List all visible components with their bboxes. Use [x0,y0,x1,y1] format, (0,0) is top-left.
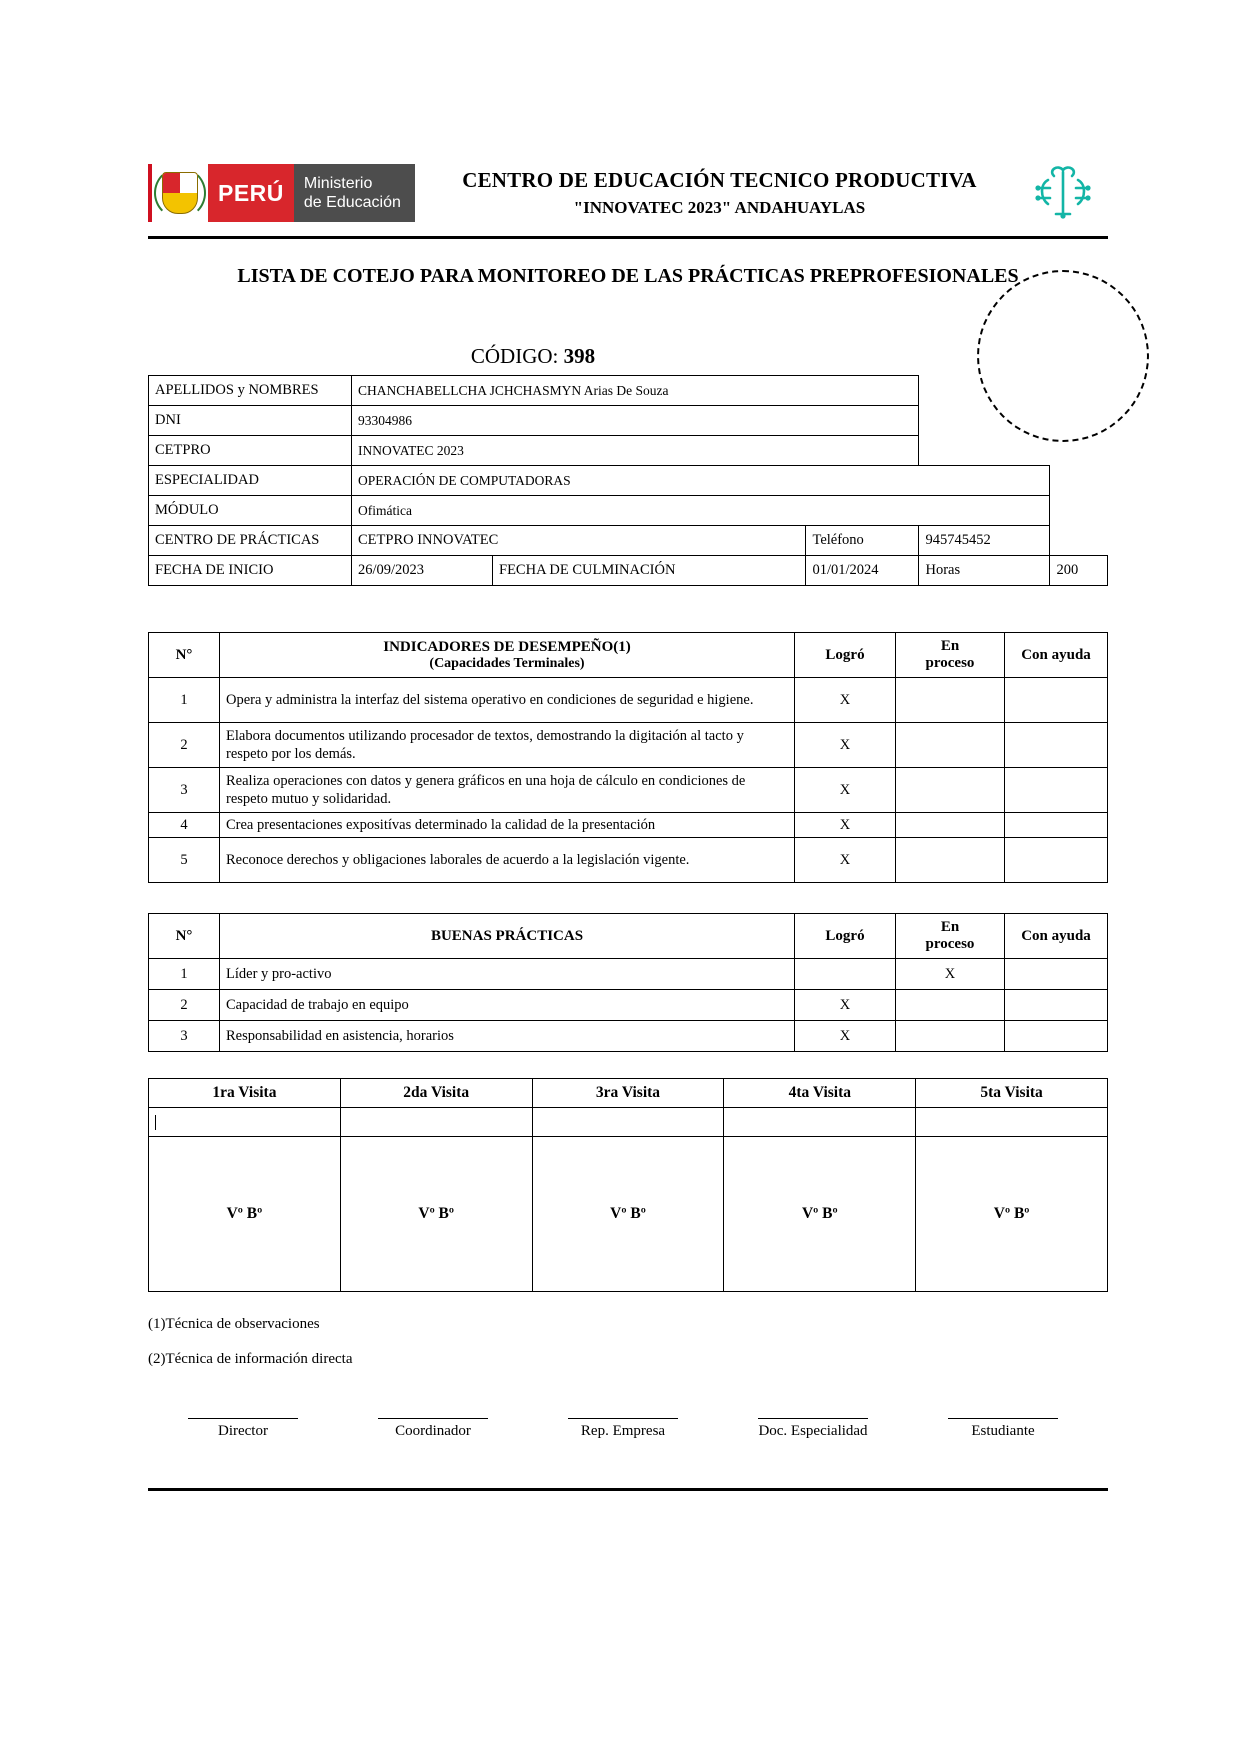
row-description: Realiza operaciones con datos y genera gráficos en una hoja de cálculo en condiciones de respeto mutuo y solidaridad. [220,768,795,813]
visita-note-cell-1[interactable] [149,1108,341,1137]
horas-cell [919,556,1050,586]
fecha-inicio-label: FECHA DE INICIO [149,556,352,586]
table-row [149,959,1108,990]
visita-note-cell-4[interactable] [724,1108,916,1137]
visita-vb-cell-1[interactable]: Vº Bº [149,1137,341,1292]
cetpro-label: CETPRO [149,436,352,466]
institution-titles [415,168,1018,218]
table-row [149,376,1108,406]
apellidos-value: CHANCHABELLCHA JCHCHASMYN Arias De Souza [352,376,919,406]
row-description: Elabora documentos utilizando procesador de textos, demostrando la digitación al tacto y respeto por los demás. [220,723,795,768]
photo-placeholder [977,270,1149,442]
dni-label: DNI [149,406,352,436]
col-indicadores-header [220,633,795,678]
apellidos-label: APELLIDOS y NOMBRES [149,376,352,406]
visitas-table [148,1078,1108,1292]
row-logro-mark[interactable]: X [795,768,896,813]
table-header-row [149,1079,1108,1108]
signature-line [568,1418,678,1419]
table-header-row [149,914,1108,959]
cetpro-value: INNOVATEC 2023 [352,436,919,466]
row-number: 3 [149,1021,220,1052]
signature-line [758,1418,868,1419]
ministry-label-line1: Ministerio [303,175,373,192]
visita-header-5: 5ta Visita [916,1079,1108,1108]
modulo-label: MÓDULO [149,496,352,526]
table-row [149,1108,1108,1137]
row-en-proceso-mark[interactable] [896,723,1005,768]
signature-line [188,1418,298,1419]
row-number: 3 [149,768,220,813]
telefono-label: Teléfono [806,526,919,556]
buenas-practicas-table [148,913,1108,1052]
innovatec-logo-icon [1018,162,1108,224]
row-en-proceso-mark[interactable] [896,1021,1005,1052]
row-en-proceso-mark[interactable] [896,838,1005,883]
col-logro-header: Logró [795,633,896,678]
row-description: Crea presentaciones expositívas determinado la calidad de la presentación [220,813,795,838]
table-row [149,526,1108,556]
visita-vb-cell-2[interactable]: Vº Bº [340,1137,532,1292]
visita-vb-cell-4[interactable]: Vº Bº [724,1137,916,1292]
visita-header-3: 3ra Visita [532,1079,724,1108]
col-num-header: N° [149,914,220,959]
header-divider [148,236,1108,239]
visita-note-cell-5[interactable] [916,1108,1108,1137]
row-con-ayuda-mark[interactable] [1005,990,1108,1021]
footnote-1: (1)Técnica de observaciones [148,1316,320,1332]
modulo-value: Ofimática [352,496,1050,526]
footnotes [148,1316,1108,1368]
row-number: 2 [149,990,220,1021]
table-row [149,678,1108,723]
row-number: 4 [149,813,220,838]
row-description: Opera y administra la interfaz del sistema operativo en condiciones de seguridad e higiene. [220,678,795,723]
codigo-label: CÓDIGO: [470,344,559,368]
col-num-header: N° [149,633,220,678]
col-con-ayuda-header: Con ayuda [1005,633,1108,678]
row-description: Responsabilidad en asistencia, horarios [220,1021,795,1052]
signature-label: Coordinador [395,1423,471,1439]
footnote-2: (2)Técnica de información directa [148,1351,353,1367]
row-en-proceso-mark[interactable] [896,678,1005,723]
visita-note-cell-2[interactable] [340,1108,532,1137]
signature-label: Rep. Empresa [580,1423,666,1439]
col-en-proceso-header [896,633,1005,678]
signature-row [148,1418,1108,1440]
signature-line [378,1418,488,1419]
col-indicadores-subtitle: (Capacidades Terminales) [429,655,585,671]
especialidad-label: ESPECIALIDAD [149,466,352,496]
centro-practicas-label: CENTRO DE PRÁCTICAS [149,526,352,556]
signature-rep-empresa [538,1418,708,1440]
row-con-ayuda-mark[interactable] [1005,768,1108,813]
institution-title-line2: "INNOVATEC 2023" ANDAHUAYLAS [573,198,866,217]
row-description: Líder y pro-activo [220,959,795,990]
col-en-proceso-line1: En [940,638,960,654]
row-en-proceso-mark[interactable] [896,813,1005,838]
peru-coat-of-arms-icon [148,164,208,222]
fecha-culminacion-value: 01/01/2024 [806,556,919,586]
col-con-ayuda-header: Con ayuda [1005,914,1108,959]
codigo-value: 398 [563,344,596,368]
row-number: 2 [149,723,220,768]
signature-line [948,1418,1058,1419]
signature-coordinador [348,1418,518,1440]
row-number: 1 [149,678,220,723]
col-buenas-practicas-header: BUENAS PRÁCTICAS [220,914,795,959]
row-number: 1 [149,959,220,990]
col-en-proceso-line2: proceso [925,655,975,671]
row-con-ayuda-mark[interactable] [1005,813,1108,838]
visita-vb-cell-5[interactable]: Vº Bº [916,1137,1108,1292]
row-con-ayuda-mark[interactable] [1005,723,1108,768]
row-en-proceso-mark[interactable] [896,990,1005,1021]
horas-value: 200 [1050,556,1108,586]
row-en-proceso-mark[interactable]: X [896,959,1005,990]
col-logro-header: Logró [795,914,896,959]
row-con-ayuda-mark[interactable] [1005,678,1108,723]
visita-header-2: 2da Visita [340,1079,532,1108]
table-row [149,768,1108,813]
table-row [149,838,1108,883]
fecha-inicio-value: 26/09/2023 [352,556,493,586]
row-en-proceso-mark[interactable] [896,768,1005,813]
row-con-ayuda-mark[interactable] [1005,1021,1108,1052]
signature-label: Director [218,1423,268,1439]
row-logro-mark[interactable]: X [795,990,896,1021]
row-logro-mark[interactable]: X [795,838,896,883]
institution-title-line1: CENTRO DE EDUCACIÓN TECNICO PRODUCTIVA [462,168,977,192]
especialidad-value: OPERACIÓN DE COMPUTADORAS [352,466,1050,496]
ministry-label [294,164,415,222]
indicadores-table [148,632,1108,883]
visita-header-1: 1ra Visita [149,1079,341,1108]
fecha-culminacion-label: FECHA DE CULMINACIÓN [493,556,806,586]
signature-director [158,1418,328,1440]
table-row [149,1137,1108,1292]
table-header-row [149,633,1108,678]
row-con-ayuda-mark[interactable] [1005,959,1108,990]
table-row [149,1021,1108,1052]
col-en-proceso-line1: En [940,919,960,935]
row-logro-mark[interactable] [795,959,896,990]
dni-value: 93304986 [352,406,919,436]
row-number: 5 [149,838,220,883]
signature-estudiante [918,1418,1088,1440]
col-indicadores-title: INDICADORES DE DESEMPEÑO(1) [383,638,631,655]
row-logro-mark[interactable]: X [795,723,896,768]
table-row [149,723,1108,768]
row-description: Reconoce derechos y obligaciones laborales de acuerdo a la legislación vigente. [220,838,795,883]
codigo-line [148,344,1108,369]
peru-label: PERÚ [208,164,294,222]
page-title: LISTA DE COTEJO PARA MONITOREO DE LAS PRÁCTICAS PREPROFESIONALES [237,265,1019,287]
row-description: Capacidad de trabajo en equipo [220,990,795,1021]
table-row [149,466,1108,496]
table-row [149,556,1108,586]
row-logro-mark[interactable]: X [795,1021,896,1052]
document-header [148,160,1108,226]
row-logro-mark[interactable]: X [795,678,896,723]
col-en-proceso-line2: proceso [925,936,975,952]
row-logro-mark[interactable]: X [795,813,896,838]
table-row [149,496,1108,526]
signature-doc-especialidad [728,1418,898,1440]
col-en-proceso-header [896,914,1005,959]
footer-divider [148,1488,1108,1491]
horas-label: Horas [925,562,961,578]
table-row [149,813,1108,838]
table-row [149,990,1108,1021]
visita-vb-cell-3[interactable]: Vº Bº [532,1137,724,1292]
ministry-label-line2: de Educación [303,194,401,211]
text-cursor-icon [155,1115,156,1130]
student-info-table [148,375,1108,586]
centro-practicas-value: CETPRO INNOVATEC [352,526,806,556]
signature-label: Estudiante [971,1423,1035,1439]
row-con-ayuda-mark[interactable] [1005,838,1108,883]
peru-ministry-logo [148,164,415,222]
telefono-value: 945745452 [919,526,1050,556]
document-content [148,160,1108,1499]
visita-note-cell-3[interactable] [532,1108,724,1137]
visita-header-4: 4ta Visita [724,1079,916,1108]
signature-label: Doc. Especialidad [758,1423,868,1439]
